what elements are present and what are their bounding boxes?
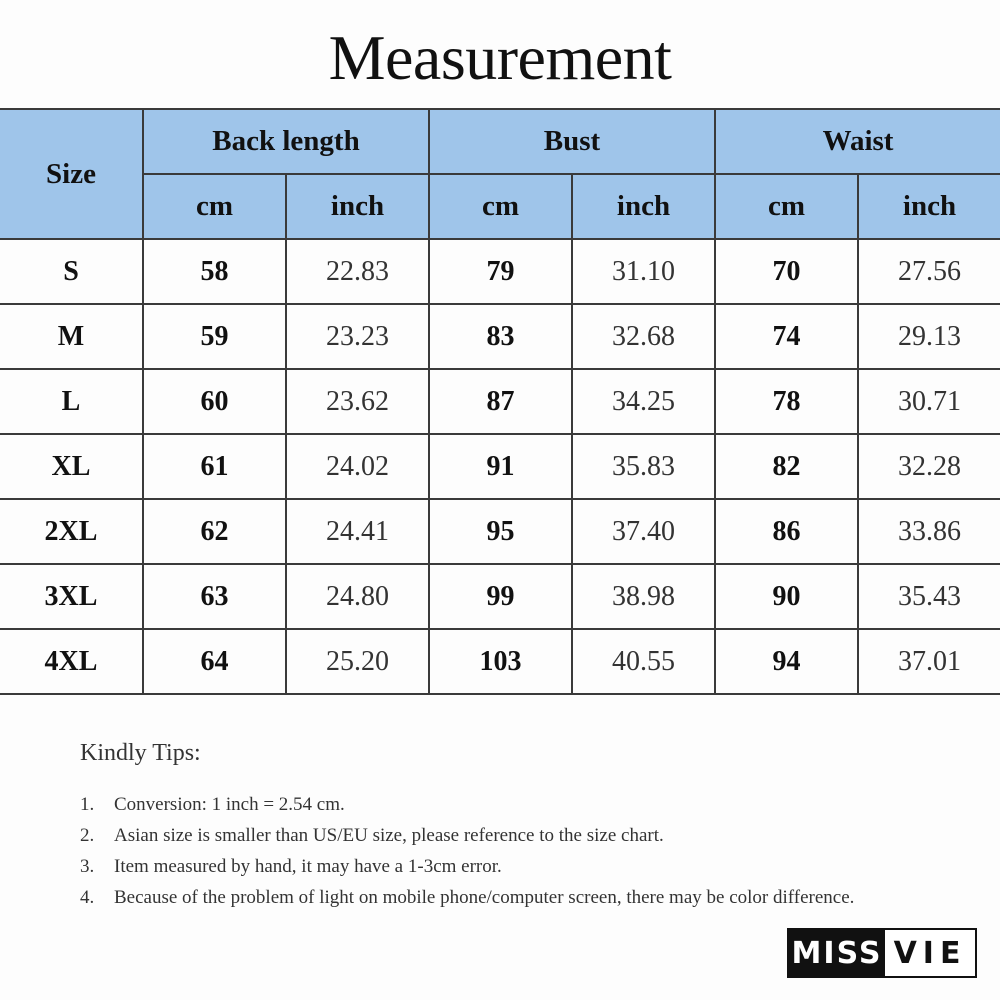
tips-title: Kindly Tips: — [80, 740, 201, 766]
inch-cell: 31.10 — [572, 239, 715, 304]
group-header-row — [0, 109, 1000, 174]
size-cell: 3XL — [0, 564, 143, 629]
inch-cell: 40.55 — [572, 629, 715, 694]
inch-cell: 24.80 — [286, 564, 429, 629]
tip-text: Conversion: 1 inch = 2.54 cm. — [114, 794, 345, 815]
table-row — [0, 434, 1000, 499]
inch-cell: 35.43 — [858, 564, 1000, 629]
logo-text-right: VIE — [893, 935, 967, 971]
tip-text: Item measured by hand, it may have a 1-3cm error. — [114, 856, 502, 877]
inch-cell: 29.13 — [858, 304, 1000, 369]
unit-header: cm — [715, 174, 858, 239]
cm-cell: 90 — [715, 564, 858, 629]
tip-item — [80, 820, 900, 851]
inch-cell: 33.86 — [858, 499, 1000, 564]
tip-number: 4. — [80, 887, 95, 908]
table-body — [0, 239, 1000, 694]
inch-cell: 38.98 — [572, 564, 715, 629]
cm-cell: 62 — [143, 499, 286, 564]
tip-item — [80, 851, 900, 882]
table-row — [0, 304, 1000, 369]
tips-list — [80, 789, 900, 913]
inch-cell: 32.68 — [572, 304, 715, 369]
cm-cell: 99 — [429, 564, 572, 629]
inch-cell: 30.71 — [858, 369, 1000, 434]
size-cell: XL — [0, 434, 143, 499]
unit-header: inch — [858, 174, 1000, 239]
cm-cell: 74 — [715, 304, 858, 369]
cm-cell: 59 — [143, 304, 286, 369]
cm-cell: 60 — [143, 369, 286, 434]
cm-cell: 63 — [143, 564, 286, 629]
unit-header: inch — [286, 174, 429, 239]
cm-cell: 79 — [429, 239, 572, 304]
table-row — [0, 564, 1000, 629]
group-header-bust: Bust — [429, 109, 715, 174]
cm-cell: 95 — [429, 499, 572, 564]
size-table — [0, 108, 1000, 695]
inch-cell: 37.40 — [572, 499, 715, 564]
tip-item — [80, 882, 900, 913]
table-row — [0, 369, 1000, 434]
size-cell: 2XL — [0, 499, 143, 564]
size-cell: M — [0, 304, 143, 369]
cm-cell: 61 — [143, 434, 286, 499]
unit-header: cm — [429, 174, 572, 239]
size-cell: L — [0, 369, 143, 434]
cm-cell: 64 — [143, 629, 286, 694]
inch-cell: 32.28 — [858, 434, 1000, 499]
cm-cell: 87 — [429, 369, 572, 434]
size-header: Size — [0, 109, 143, 239]
group-header-waist: Waist — [715, 109, 1000, 174]
cm-cell: 70 — [715, 239, 858, 304]
inch-cell: 23.62 — [286, 369, 429, 434]
table-row — [0, 239, 1000, 304]
unit-header-row — [0, 174, 1000, 239]
inch-cell: 34.25 — [572, 369, 715, 434]
brand-logo — [787, 928, 977, 978]
inch-cell: 24.02 — [286, 434, 429, 499]
cm-cell: 78 — [715, 369, 858, 434]
unit-header: cm — [143, 174, 286, 239]
inch-cell: 23.23 — [286, 304, 429, 369]
cm-cell: 94 — [715, 629, 858, 694]
inch-cell: 35.83 — [572, 434, 715, 499]
inch-cell: 37.01 — [858, 629, 1000, 694]
tip-number: 1. — [80, 794, 95, 815]
cm-cell: 86 — [715, 499, 858, 564]
cm-cell: 82 — [715, 434, 858, 499]
inch-cell: 27.56 — [858, 239, 1000, 304]
inch-cell: 25.20 — [286, 629, 429, 694]
page-title: Measurement — [328, 22, 672, 93]
tip-text: Asian size is smaller than US/EU size, please reference to the size chart. — [114, 825, 664, 846]
logo-text-left: MISS — [789, 930, 885, 976]
inch-cell: 24.41 — [286, 499, 429, 564]
tip-number: 2. — [80, 825, 95, 846]
group-header-back-length: Back length — [143, 109, 429, 174]
cm-cell: 83 — [429, 304, 572, 369]
unit-header: inch — [572, 174, 715, 239]
cm-cell: 58 — [143, 239, 286, 304]
inch-cell: 22.83 — [286, 239, 429, 304]
table-row — [0, 629, 1000, 694]
size-cell: S — [0, 239, 143, 304]
tip-item — [80, 789, 900, 820]
table-row — [0, 499, 1000, 564]
tip-text: Because of the problem of light on mobile phone/computer screen, there may be color difference. — [114, 887, 855, 908]
size-cell: 4XL — [0, 629, 143, 694]
kindly-tips — [80, 740, 900, 913]
cm-cell: 103 — [429, 629, 572, 694]
tip-number: 3. — [80, 856, 95, 877]
cm-cell: 91 — [429, 434, 572, 499]
